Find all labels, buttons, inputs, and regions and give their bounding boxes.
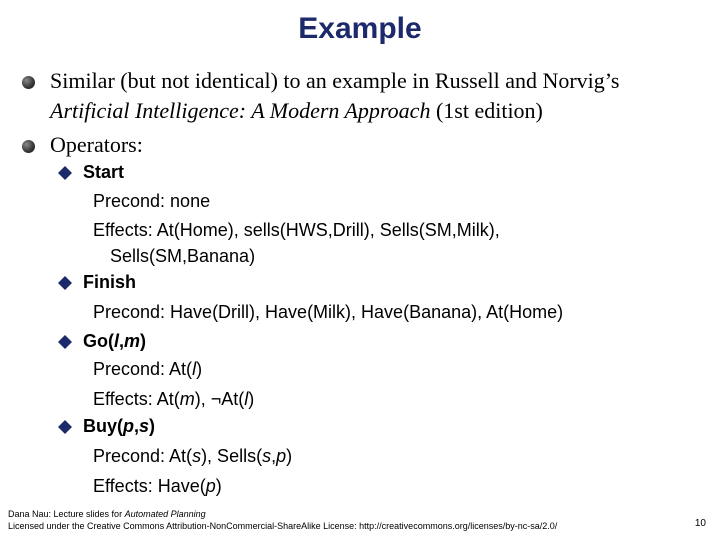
- operator-buy-name: Buy(p,s): [83, 416, 156, 436]
- diamond-bullet-icon: [58, 276, 72, 290]
- operator-start-effects-2: Sells(SM,Banana): [110, 246, 256, 266]
- diamond-bullet-icon: [58, 335, 72, 349]
- operator-go-effects: Effects: At(m), ¬At(l): [93, 389, 255, 409]
- operator-start-name: Start: [83, 162, 125, 182]
- bullet-operators-text: Operators:: [50, 132, 143, 157]
- operator-finish-name: Finish: [83, 272, 136, 292]
- operator-finish-precond: Precond: Have(Drill), Have(Milk), Have(Banana), At(Home): [93, 302, 564, 322]
- operator-go-precond: Precond: At(l): [93, 359, 203, 379]
- footer-author: Dana Nau: Lecture slides for: [8, 509, 125, 519]
- diamond-bullet-icon: [58, 166, 72, 180]
- bullet-dot-icon: [22, 140, 35, 153]
- book-title: Artificial Intelligence: A Modern Approach: [50, 98, 431, 123]
- footer-book: Automated Planning: [124, 509, 206, 519]
- operator-start-precond: Precond: none: [93, 191, 211, 211]
- operator-buy-effects: Effects: Have(p): [93, 476, 222, 496]
- bullet-similar-text: Similar (but not identical) to an example in Russell and Norvig’s: [50, 68, 620, 93]
- edition-text: (1st edition): [430, 98, 543, 123]
- diamond-bullet-icon: [58, 420, 72, 434]
- slide-title: Example: [298, 12, 422, 45]
- footer: [8, 508, 557, 532]
- operator-buy-precond: Precond: At(s), Sells(s,p): [93, 446, 293, 466]
- negation-symbol: ¬: [210, 389, 222, 409]
- bullet-dot-icon: [22, 76, 35, 89]
- footer-license: Licensed under the Creative Commons Attribution-NonCommercial-ShareAlike License: http://creativecommons.org/licenses/by-nc-sa/2.0/: [8, 521, 558, 531]
- operator-go-name: Go(l,m): [83, 331, 147, 351]
- page-number: 10: [694, 518, 706, 529]
- operator-start-effects-1: Effects: At(Home), sells(HWS,Drill), Sells(SM,Milk),: [93, 220, 500, 240]
